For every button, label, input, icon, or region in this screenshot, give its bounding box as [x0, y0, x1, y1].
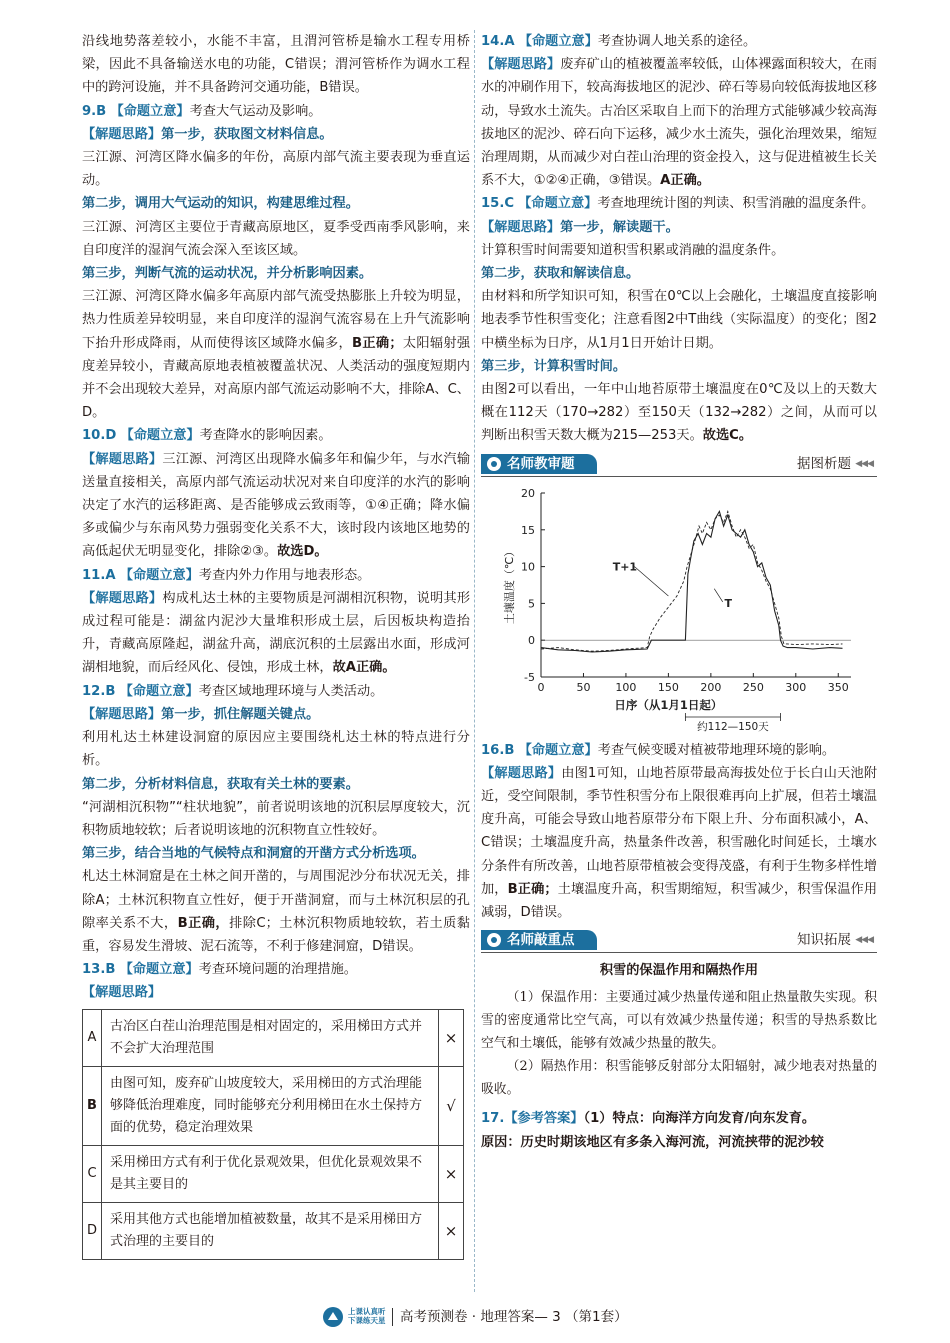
intent-text: 考查大气运动及影响。	[189, 103, 322, 119]
brand-slogan	[348, 1307, 386, 1325]
soil-temperature-chart	[481, 481, 877, 735]
step-heading: 第二步，调用大气运动的知识，构建思维过程。	[82, 196, 359, 212]
question-16	[481, 739, 877, 925]
answer-highlight: 故选C。	[702, 428, 753, 444]
banner-title: 名师教审题	[507, 455, 575, 472]
option-text: 古冶区白茬山治理范围是相对固定的，采用梯田方式并不会扩大治理范围	[102, 1009, 439, 1066]
y-tick-label: 20	[521, 486, 535, 500]
step-heading: 第三步，结合当地的气候特点和洞窟的开凿方式分析选项。	[82, 846, 425, 862]
question-11	[82, 564, 470, 680]
step-heading: 第二步，获取和解读信息。	[481, 266, 640, 282]
question-number: 9.B	[82, 103, 107, 119]
option-text: 由图可知，废弃矿山坡度较大，采用梯田的方式治理能够降低治理难度，同时能够充分利用梯田在水土保持方面的优势，稳定治理效果	[102, 1066, 439, 1145]
solution-tag: 【解题思路】	[481, 219, 561, 235]
brand-logo-icon	[322, 1306, 344, 1328]
question-12	[82, 680, 470, 958]
intent-text: 考查环境问题的治理措施。	[198, 962, 357, 978]
x-tick-label: 0	[537, 680, 545, 694]
step-heading: 第一步，获取图文材料信息。	[161, 126, 333, 142]
intro-paragraph: 沿线地势落差较小，水能不丰富，且渭河管桥是输水工程专用桥梁，因此不具备输送水电的功能，C错误；渭河管桥作为调水工程中的跨河设施，并不具备跨河交通功能，B错误。	[82, 34, 470, 96]
extension-title: 积雪的保温作用和隔热作用	[599, 963, 759, 979]
intent-tag: 【命题立意】	[518, 34, 598, 49]
question-number: 15.C	[481, 196, 515, 212]
series-label-t-plus-1: T+1	[612, 560, 638, 574]
paragraph: 由图2可以看出，一年中山地苔原带土壤温度在0℃及以上的天数大概在112天（170→282）至150天（132→282）之间，从而可以判断出积雪天数大概为215—253天。	[481, 382, 877, 444]
answer-highlight: 故选D。	[277, 544, 328, 560]
footer-text: 高考预测卷 · 地理答案— 3 （第1套）	[400, 1309, 628, 1325]
step-heading: 第三步，计算积雪时间。	[481, 358, 627, 374]
answer-highlight: A正确。	[660, 173, 710, 189]
extension-paragraph: （1）保温作用：主要通过减少热量传递和阻止热量散失实现。积雪的密度通常比空气高，可以有效减少热量传递；积雪的导热系数比空气和土壤低，能够有效减少热量的散失。	[481, 990, 877, 1052]
paragraph: 排除C；土林沉积物质地较软，若土质黏重，容易发生滑坡、泥石流等，不利于修建洞窟，D错误。	[82, 915, 470, 954]
intent-text: 考查地理统计图的判读、积雪消融的温度条件。	[597, 196, 875, 212]
paragraph: 三江源、河湾区降水偏多的年份，高原内部气流主要表现为垂直运动。	[82, 150, 470, 189]
y-tick-label: 5	[528, 597, 535, 611]
key-points-banner	[481, 930, 877, 953]
banner-label: 据图析题	[797, 455, 851, 472]
annotation-label: 约112—150天	[697, 720, 769, 733]
question-17	[481, 1107, 877, 1153]
knowledge-extension	[481, 959, 877, 1101]
x-tick-label: 300	[785, 680, 807, 694]
option-key: A	[83, 1009, 102, 1066]
paragraph: 由图1可知，山地苔原带最高海拔处位于长白山天池附近，受空间限制，季节性积雪分布上限很难再向上扩展，但若土壤温度升高，可能会导致山地苔原带分布下限上升、分布面积减小，A、C错误；土壤温度升高，热量条件改善，积雪融化时间延长，土壤水分条件有所改善，山地苔原带植被会变得茂盛，有利于生物多样性增加，	[481, 765, 878, 897]
solution-tag: 【解题思路】	[82, 451, 163, 467]
question-9	[82, 100, 470, 425]
intent-text: 考查区域地理环境与人类活动。	[198, 683, 384, 699]
option-analysis-table	[82, 1009, 464, 1260]
question-14	[481, 30, 877, 192]
question-13	[82, 958, 470, 1259]
series-line-t-plus-1	[541, 511, 843, 651]
intent-tag: 【命题立意】	[518, 742, 598, 758]
question-number: 17.	[481, 1111, 505, 1127]
answer-highlight: B正确；	[351, 335, 403, 351]
page-footer	[0, 1302, 950, 1332]
paragraph: “河湖相沉积物”“柱状地貌”，前者说明该地的沉积层厚度较大，沉积物质地较软；后者说明该地的沉积物直立性较好。	[82, 799, 470, 838]
x-tick-label: 150	[657, 680, 679, 694]
question-number: 14.A	[481, 34, 515, 49]
solution-tag: 【解题思路】	[481, 765, 562, 781]
intent-text: 考查气候变暖对植被带地理环境的影响。	[597, 742, 836, 758]
solution-tag: 【解题思路】	[82, 985, 162, 1001]
step-heading: 第一步，解读题干。	[560, 219, 679, 235]
intent-text: 考查降水的影响因素。	[199, 428, 332, 444]
question-number: 11.A	[82, 567, 116, 583]
column-divider	[474, 30, 475, 1292]
y-tick-label: 0	[528, 633, 535, 647]
series-label-leader	[634, 566, 668, 595]
intent-text: 考查协调人地关系的途径。	[597, 34, 757, 49]
paragraph: 废弃矿山的植被覆盖率较低，山体裸露面积较大，在雨水的冲刷作用下，较高海拔地区的泥沙、碎石等易向较低海拔地区移动，导致水土流失。古冶区采取自上而下的治理方式能够减少较高海拔地区的泥沙、碎石向下运移，减少水土流失，强化治理效果，缩短治理周期，从而减少对白茬山治理的资金投入，这与促进植被生长关系不大，①②④正确，③错误。	[481, 57, 877, 189]
x-tick-label: 100	[615, 680, 637, 694]
paragraph: 三江源、河湾区主要位于青藏高原地区，夏季受西南季风影响，来自印度洋的湿润气流会深入至该区域。	[82, 219, 470, 258]
solution-tag: 【解题思路】	[481, 57, 561, 73]
arrows-icon: ◀◀◀	[855, 458, 873, 469]
table-row	[83, 1145, 464, 1202]
option-key: D	[83, 1202, 102, 1259]
solution-tag: 【解题思路】	[82, 126, 162, 142]
series-line-t	[541, 511, 843, 652]
intent-tag: 【命题立意】	[110, 103, 190, 119]
paragraph: 札达土林洞窟是在土林之间开凿的，与周围泥沙分布状况无关，排除A；土林沉积物直立性好，便于开凿洞窟，而与土林沉积层的孔隙率关系不大，	[82, 869, 470, 931]
series-label-t: T	[724, 596, 732, 610]
x-tick-label: 250	[742, 680, 764, 694]
footer-separator	[392, 1308, 393, 1326]
answer-tag: 【参考答案】	[504, 1111, 584, 1127]
option-key: B	[83, 1066, 102, 1145]
y-tick-label: 10	[521, 560, 535, 574]
intent-tag: 【命题立意】	[120, 428, 200, 444]
bulb-icon	[487, 457, 501, 471]
intent-text: 考查内外力作用与地表形态。	[198, 567, 371, 583]
paragraph: 三江源、河湾区降水偏多年高原内部气流受热膨胀上升较为明显，热力性质差异较明显，来自印度洋的湿润气流容易在上升气流影响下抬升形成降雨，从而使得该区域降水偏多，	[82, 289, 470, 351]
option-mark: ×	[439, 1009, 464, 1066]
option-text: 采用梯田方式有利于优化景观效果，但优化景观效果不是其主要目的	[102, 1145, 439, 1202]
right-column	[481, 30, 877, 1154]
table-row	[83, 1009, 464, 1066]
slogan-line: 下课练天星	[348, 1316, 386, 1325]
table-row	[83, 1066, 464, 1145]
intent-tag: 【命题立意】	[119, 683, 199, 699]
question-10	[82, 424, 470, 563]
question-15	[481, 192, 877, 447]
intent-tag: 【命题立意】	[119, 567, 199, 583]
question-number: 10.D	[82, 428, 117, 444]
x-axis-label: 日序（从1月1日起）	[614, 697, 723, 712]
paragraph: 计算积雪时间需要知道积雪积累或消融的温度条件。	[481, 242, 785, 258]
arrows-icon: ◀◀◀	[855, 935, 873, 946]
teacher-review-banner	[481, 454, 877, 477]
step-heading: 第二步，分析材料信息，获取有关土林的要素。	[82, 776, 359, 792]
x-tick-label: 350	[827, 680, 849, 694]
y-tick-label: -5	[524, 670, 535, 684]
option-mark: √	[439, 1066, 464, 1145]
y-axis-label: 土壤温度（℃）	[503, 545, 516, 624]
y-tick-label: 15	[521, 523, 535, 537]
paragraph: （1）特点：向海洋方向发育/向东发育。	[583, 1111, 816, 1127]
series-label-leader	[714, 588, 722, 601]
solution-tag: 【解题思路】	[82, 706, 162, 722]
step-heading: 第一步，抓住解题关键点。	[161, 706, 320, 722]
paragraph: 三江源、河湾区出现降水偏多年和偏少年，与水汽输送量直接相关，高原内部气流运动状况对来自印度洋的水汽的影响决定了水汽的运移距离、是否能够成云致雨等，①④正确；降水偏多或偏少与东南风势力强弱变化关系不大，该时段内该地区地势的高低起伏无明显变化，排除②③。	[82, 451, 471, 560]
paragraph: 原因：历史时期该地区有多条入海河流，河流挟带的泥沙较	[481, 1134, 824, 1150]
option-mark: ×	[439, 1145, 464, 1202]
paragraph: 构成札达土林的主要物质是河湖相沉积物，说明其形成过程可能是：湖盆内泥沙大量堆积形成土层，后因板块构造抬升，青藏高原隆起，湖盆升高，湖底沉积的土层露出水面，形成河湖相地貌，而后经风化、侵蚀，形成土林，	[82, 590, 471, 676]
paragraph: 土壤温度升高，积雪期缩短，积雪减少，积雪保温作用减弱，D错误。	[481, 881, 878, 921]
answer-highlight: B正确；	[507, 881, 558, 897]
x-tick-label: 200	[700, 680, 722, 694]
paragraph: 由材料和所学知识可知，积雪在0℃以上会融化，土壤温度直接影响地表季节性积雪变化；注意看图2中T曲线（实际温度）的变化；图2中横坐标为日序，从1月1日开始计日期。	[481, 289, 877, 351]
question-number: 12.B	[82, 683, 116, 699]
option-mark: ×	[439, 1202, 464, 1259]
paragraph: 太阳辐射强度差异较小，青藏高原地表植被覆盖状况、人类活动的强度短期内并不会出现较大差异，对高原内部气流运动影响不大，排除A、C、D。	[82, 335, 471, 421]
table-row	[83, 1202, 464, 1259]
step-heading: 第三步，判断气流的运动状况，并分析影响因素。	[82, 266, 373, 282]
banner-title: 名师敲重点	[507, 932, 575, 949]
paragraph: 利用札达土林建设洞窟的原因应主要围绕札达土林的特点进行分析。	[82, 730, 470, 769]
solution-tag: 【解题思路】	[82, 590, 163, 606]
x-tick-label: 50	[576, 680, 591, 694]
option-text: 采用其他方式也能增加植被数量，故其不是采用梯田方式治理的主要目的	[102, 1202, 439, 1259]
question-number: 16.B	[481, 742, 515, 758]
banner-tab	[481, 454, 597, 474]
answer-highlight: 故A正确。	[332, 660, 396, 676]
banner-tab	[481, 930, 597, 950]
slogan-line: 上课认真听	[348, 1307, 386, 1316]
option-key: C	[83, 1145, 102, 1202]
intent-tag: 【命题立意】	[518, 196, 598, 212]
bulb-icon	[487, 933, 501, 947]
banner-label: 知识拓展	[797, 932, 851, 949]
question-number: 13.B	[82, 962, 116, 978]
intent-tag: 【命题立意】	[119, 962, 199, 978]
answer-highlight: B正确，	[177, 915, 230, 931]
extension-paragraph: （2）隔热作用：积雪能够反射部分太阳辐射，减少地表对热量的吸收。	[481, 1059, 877, 1098]
left-column	[82, 30, 470, 1260]
